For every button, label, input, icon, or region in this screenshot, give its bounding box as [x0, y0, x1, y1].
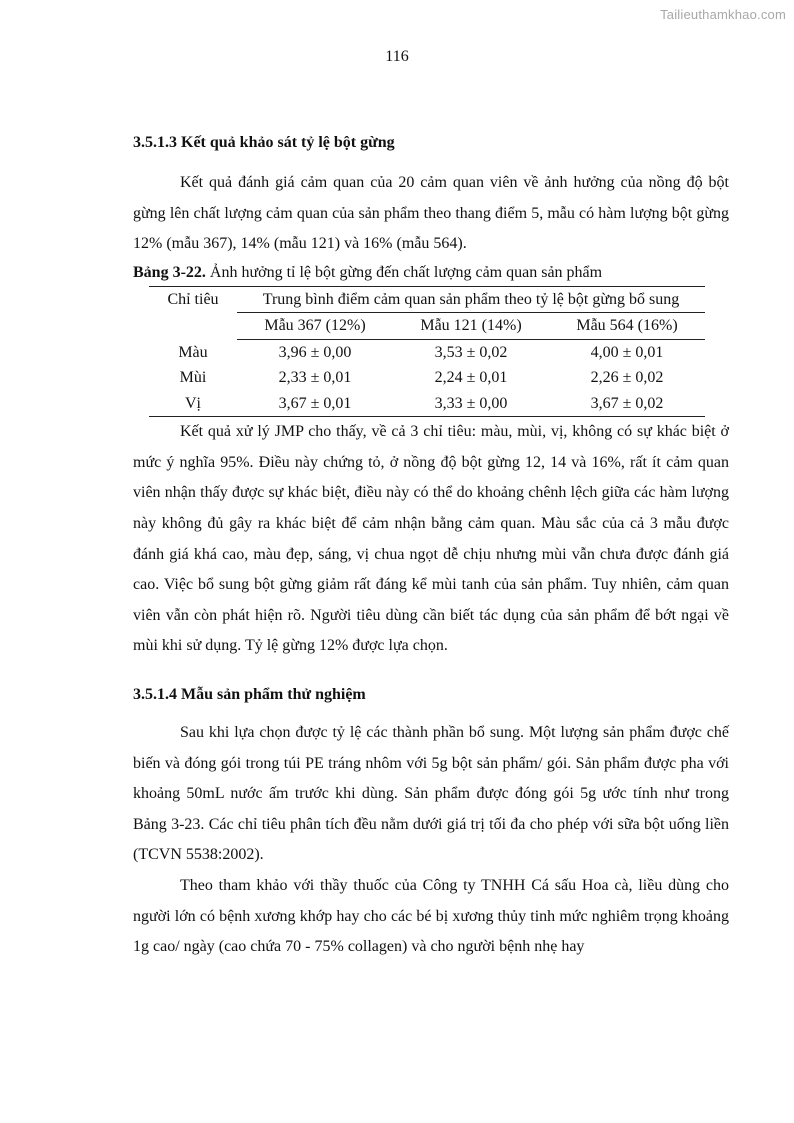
table-cell: 3,53 ± 0,02: [434, 343, 508, 361]
column-header-367: Mẫu 367 (12%): [237, 313, 393, 340]
page-number: 116: [385, 48, 409, 65]
dosage-paragraph: Theo tham khảo với thầy thuốc của Công ty TNHH Cá sấu Hoa cà, liều dùng cho người lớn có bệnh xương khớp hay cho các bé bị xương thủy tinh mức nghiêm trọng khoảng 1g cao/ ngày (cao chứa 70 - 75% collagen) và cho người bệnh nhẹ hay: [133, 877, 729, 956]
sensory-score-table: [149, 286, 705, 418]
table-caption-label: Bảng 3-22.: [133, 263, 206, 281]
table-cell: 3,96 ± 0,00: [278, 343, 352, 361]
document-body: [133, 128, 729, 963]
section-heading-3-5-1-3: 3.5.1.3 Kết quả khảo sát tỷ lệ bột gừng: [133, 134, 395, 151]
watermark: Tailieuthamkhao.com: [660, 7, 786, 22]
product-paragraph: Sau khi lựa chọn được tỷ lệ các thành phần bổ sung. Một lượng sản phẩm được chế biến và đóng gói trong túi PE tráng nhôm với 5g bột sản phẩm/ gói. Sản phẩm được pha với khoảng 50mL nước ấm trước khi dùng. Sản phẩm được đóng gói 5g ước tính như trong Bảng 3-23. Các chỉ tiêu phân tích đều nằm dưới giá trị tối đa cho phép với sữa bột uống liền (TCVN 5538:2002).: [133, 724, 729, 864]
table-row: [149, 339, 705, 365]
table-cell: 2,33 ± 0,01: [278, 369, 352, 387]
table-cell: 2,24 ± 0,01: [434, 369, 508, 387]
row-label: Vị: [149, 391, 237, 417]
table-row: [149, 391, 705, 417]
table-caption-text: Ảnh hưởng tỉ lệ bột gừng đến chất lượng cảm quan sản phẩm: [205, 263, 603, 281]
table-caption: [133, 260, 729, 286]
discussion-paragraph: Kết quả xử lý JMP cho thấy, về cả 3 chỉ tiêu: màu, mùi, vị, không có sự khác biệt ở mức ý nghĩa 95%. Điều này chứng tỏ, ở nồng độ bột gừng 12, 14 và 16%, rất ít cảm quan viên nhận thấy được sự khác biệt, điều này có thể do khoảng chênh lệch giữa các hàm lượng này không đủ gây ra khác biệt để cảm nhận bằng cảm quan. Màu sắc của cả 3 mẫu được đánh giá khá cao, màu đẹp, sáng, vị chua ngọt dễ chịu nhưng mùi vẫn chưa được đánh giá cao. Việc bổ sung bột gừng giảm rất đáng kể mùi tanh của sản phẩm. Tuy nhiên, cảm quan viên vẫn còn phát hiện rõ. Người tiêu dùng cần biết tác dụng của sản phẩm để bớt ngại về mùi khi sử dụng. Tỷ lệ gừng 12% được lựa chọn.: [133, 423, 729, 655]
intro-paragraph: Kết quả đánh giá cảm quan của 20 cảm quan viên về ảnh hưởng của nồng độ bột gừng lên chất lượng cảm quan của sản phẩm theo thang điểm 5, mẫu có hàm lượng bột gừng 12% (mẫu 367), 14% (mẫu 121) và 16% (mẫu 564).: [133, 174, 729, 253]
section-heading-3-5-1-4: 3.5.1.4 Mẫu sản phẩm thử nghiệm: [133, 686, 366, 704]
header-group: Trung bình điểm cảm quan sản phẩm theo tỷ lệ bột gừng bổ sung: [237, 286, 705, 313]
column-header-564: Mẫu 564 (16%): [549, 313, 705, 340]
table-cell: 2,26 ± 0,02: [590, 369, 664, 387]
table-cell: 3,33 ± 0,00: [393, 391, 549, 417]
header-criteria: Chỉ tiêu: [149, 286, 237, 339]
table-cell: 4,00 ± 0,01: [590, 343, 664, 361]
row-label: Màu: [178, 343, 208, 361]
table-row: [149, 365, 705, 391]
table-cell: 3,67 ± 0,02: [549, 391, 705, 417]
row-label: Mùi: [179, 369, 207, 387]
table-cell: 3,67 ± 0,01: [237, 391, 393, 417]
column-header-121: Mẫu 121 (14%): [393, 313, 549, 340]
